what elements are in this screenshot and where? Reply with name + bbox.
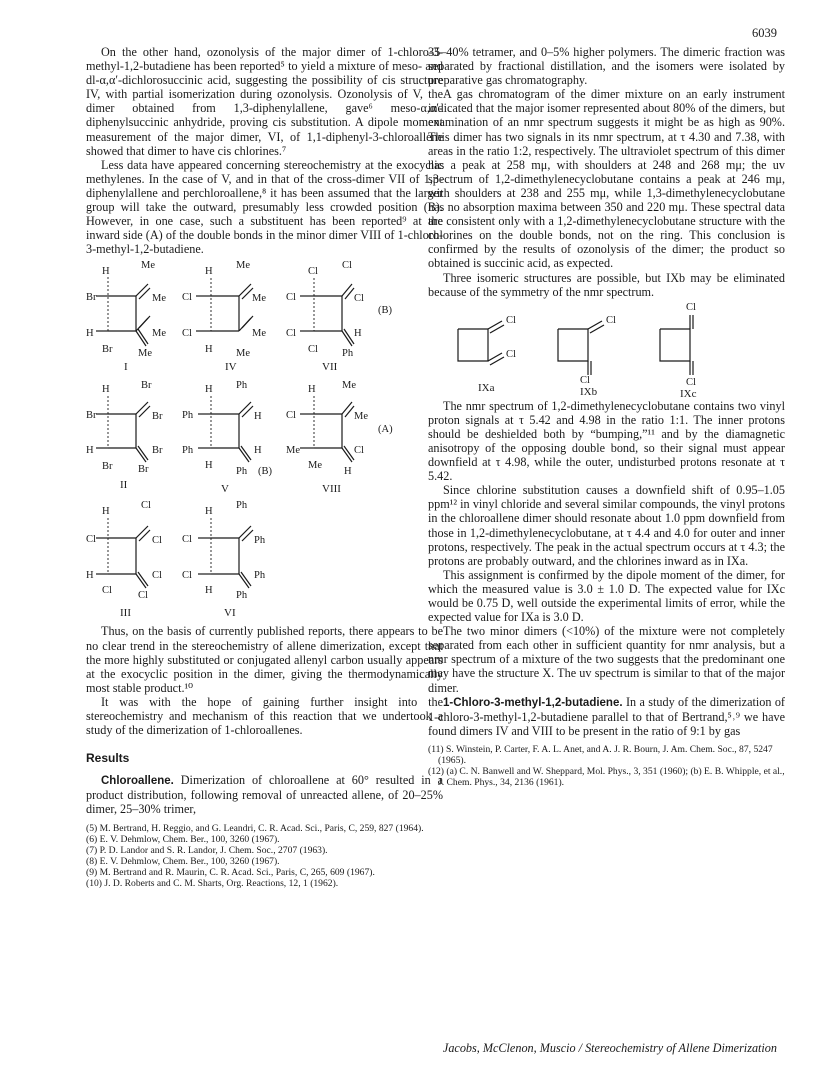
substituent: Ph — [254, 570, 266, 582]
substituent: H — [102, 384, 110, 396]
substituent: Cl — [182, 328, 192, 340]
substituent: Ph — [236, 500, 248, 512]
substituent: Br — [152, 445, 163, 457]
substituent: Cl — [86, 534, 96, 546]
substituent: H — [86, 328, 94, 340]
page-number: 6039 — [752, 26, 777, 40]
substituent: H — [205, 384, 213, 396]
structure-VIII — [286, 380, 368, 495]
substituent: H — [205, 585, 213, 597]
substituent: Cl — [308, 266, 318, 278]
isomer-figure — [428, 299, 785, 399]
runin-heading: 1-Chloro-3-methyl-1,2-butadiene. — [443, 696, 623, 709]
structure-II — [86, 380, 163, 491]
substituent: Ph — [182, 410, 194, 422]
substituent: Cl — [138, 590, 148, 602]
compound-label: V — [221, 483, 229, 496]
paragraph-text: In a study of the dimerization of 1-chloro-3-methyl-1,2-butadiene parallel to that of Bertrand,⁵˒⁹ we have found dimers IV and VIII to be present in the ratio of 9:1 by gas — [428, 694, 785, 738]
substituent: Me — [152, 293, 166, 305]
substituent: H — [86, 445, 94, 457]
reference: (7) P. D. Landor and S. R. Landor, J. Chem. Soc., 2707 (1963). — [86, 844, 328, 856]
paragraph: Since chlorine substitution causes a downfield shift of 0.95–1.05 ppm¹² in vinyl chloride and several similar compounds, the vinyl protons in the chloroallene dimer should resonate about 1.0 ppm downfield from those in 1,2-dimethylenecyclobutane, at τ 4.4 and 4.0 for outer and inner protons, respectively. The peak in the actual spectrum occurs at τ 4.3; the protons are probably outward, and the chlorines inward as in IXa. — [428, 483, 785, 568]
structure-IXa — [458, 315, 516, 394]
left-column — [86, 45, 443, 889]
substituent: Cl — [506, 314, 516, 326]
paragraph: The nmr spectrum of 1,2-dimethylenecyclobutane contains two vinyl proton signals at τ 5.42 and 4.98 in the ratio 1:1. The inner protons should be deshielded both by “bumping,”¹¹ and by the diamagnetic anisotropy of the opposing double bond, so their signal must appear downfield at τ 4.98, while the outer, undisturbed protons resonate at τ 5.42. — [428, 398, 785, 484]
paragraph: On the other hand, ozonolysis of the major dimer of 1-chloro-3-methyl-1,2-butadiene has been reported⁵ to yield a mixture of meso- and dl-α,α′-dichlorosuccinic acid, suggesting the possibility of cis structure IV, with partial isomerization during ozonolysis. Ozonolysis of V, the dimer obtained from 1,3-diphenylallene, gave⁶ meso-α,α′-diphenylsuccinic anhydride, proving cis substitution. A dipole moment measurement of the major dimer, VI, of 1,1-diphenyl-3-chloroallene showed that dimer to have cis chlorines.⁷ — [86, 45, 443, 158]
substituent: H — [254, 411, 262, 423]
compound-label: VII — [322, 361, 338, 374]
running-footer: Jacobs, McClenon, Muscio / Stereochemistry of Allene Dimerization — [442, 1041, 777, 1055]
substituent: H — [354, 328, 362, 340]
substituent: H — [102, 266, 110, 278]
substituent: Me — [286, 445, 300, 457]
compound-label: I — [124, 361, 128, 374]
compound-label: VIII — [322, 483, 341, 496]
substituent: Cl — [506, 348, 516, 360]
substituent: Ph — [236, 380, 248, 392]
substituent: Ph — [182, 445, 194, 457]
substituent: H — [205, 266, 213, 278]
footnotes-right — [428, 744, 785, 788]
paragraph-text: Dimerization of chloroallene at 60° resulted in a product distribution, following removal of unreacted allene, of 20–25% dimer, 25–30% trimer, — [86, 773, 443, 817]
paragraph: This assignment is confirmed by the dipole moment of the dimer, for which the measured value is 3.0 ± 1.0 D. The expected value for IXc would be 0.75 D, well outside the experimental limits of error, while the expected value for IXa is 3.0 D. — [428, 567, 785, 625]
reference: (11) S. Winstein, P. Carter, F. A. L. Anet, and A. J. R. Bourn, J. Am. Chem. Soc., 87, 5247 (1965). — [428, 743, 773, 766]
compound-label: IV — [225, 361, 237, 374]
structures-figure — [86, 256, 443, 624]
substituent: Me — [252, 293, 266, 305]
substituent: Cl — [102, 585, 112, 597]
substituent: Br — [86, 410, 97, 422]
substituent: Ph — [342, 348, 354, 360]
section-heading-results: Results — [86, 751, 130, 766]
substituent: Cl — [354, 445, 364, 457]
reference: (5) M. Bertrand, H. Reggio, and G. Leandri, C. R. Acad. Sci., Paris, C, 259, 827 (1964). — [86, 822, 424, 834]
compound-label: II — [120, 479, 128, 492]
configuration-tag: (B) — [258, 466, 272, 478]
substituent: Cl — [152, 570, 162, 582]
substituent: Br — [152, 411, 163, 423]
right-column — [428, 45, 785, 788]
reference: (8) E. V. Dehmlow, Chem. Ber., 100, 3260 (1967). — [86, 855, 280, 867]
substituent: Me — [236, 348, 250, 360]
substituent: Cl — [141, 500, 151, 512]
configuration-tag: (A) — [378, 424, 393, 436]
substituent: Br — [86, 292, 97, 304]
substituent: Cl — [152, 535, 162, 547]
substituent: Cl — [286, 292, 296, 304]
compound-label: VI — [224, 607, 236, 620]
substituent: Cl — [686, 376, 696, 388]
compound-label: IXa — [478, 381, 495, 394]
compound-label: III — [120, 607, 131, 620]
paragraph — [86, 773, 443, 816]
structure-IV — [182, 260, 266, 373]
substituent: H — [205, 344, 213, 356]
substituent: Cl — [308, 344, 318, 356]
paragraph: The two minor dimers (<10%) of the mixture were not completely separated from each other in sufficient quantity for nmr analysis, but a nmr spectrum of a mixture of the two suggests that the predominant one may have the structure X. The uv spectrum is similar to that of the major dimer. — [428, 624, 785, 695]
substituent: Cl — [342, 260, 352, 272]
paragraph — [428, 695, 785, 738]
configuration-tag: (B) — [378, 305, 392, 317]
substituent: Cl — [182, 570, 192, 582]
substituent: H — [344, 466, 352, 478]
footnotes-left — [86, 823, 443, 889]
substituent: Me — [141, 260, 155, 272]
substituent: Cl — [286, 410, 296, 422]
structure-I — [86, 260, 166, 373]
structure-VI — [182, 500, 266, 619]
substituent: Me — [342, 380, 356, 392]
structure-IXb — [558, 315, 616, 398]
paragraph: It was with the hope of gaining further insight into the stereochemistry and mechanism of this reaction that we undertook a study of the dimerization of 1-chloroallenes. — [86, 694, 443, 738]
structure-III — [86, 500, 162, 619]
substituent: Cl — [354, 293, 364, 305]
substituent: H — [205, 506, 213, 518]
paragraph: Thus, on the basis of currently published reports, there appears to be no clear trend in the stereochemistry of allene dimerization, except that the more highly substituted or conjugated allenyl carbon usually appears at the exocyclic position in the dimer, giving the thermodynamically most stable product.¹⁰ — [86, 624, 443, 695]
substituent: H — [86, 570, 94, 582]
substituent: H — [205, 460, 213, 472]
compound-label: IXb — [580, 385, 598, 398]
substituent: Cl — [580, 374, 590, 386]
substituent: Cl — [182, 534, 192, 546]
substituent: Ph — [236, 590, 248, 602]
reference: (6) E. V. Dehmlow, Chem. Ber., 100, 3260 (1967). — [86, 833, 280, 845]
paragraph: Less data have appeared concerning stereochemistry at the exocyclic methylenes. In the case of V, and in that of the cross-dimer VII of 1,3-diphenylallene and perchloroallene,⁸ it has been assumed that the larger group will take the outward, presumably less crowded position (B). However, in one case, such a substituent has been reported⁹ at the inward side (A) of the double bonds in the minor dimer VIII of 1-chloro-3-methyl-1,2-butadiene. — [86, 157, 443, 257]
substituent: H — [308, 384, 316, 396]
substituent: Me — [354, 411, 368, 423]
structure-V — [182, 380, 262, 495]
substituent: H — [102, 506, 110, 518]
substituent: Ph — [254, 535, 266, 547]
substituent: Me — [138, 348, 152, 360]
reference: (9) M. Bertrand and R. Maurin, C. R. Acad. Sci., Paris, C, 265, 609 (1967). — [86, 866, 375, 878]
structure-IXc — [660, 302, 697, 399]
substituent: Cl — [606, 314, 616, 326]
reference: (10) J. D. Roberts and C. M. Sharts, Org. Reactions, 12, 1 (1962). — [86, 877, 339, 889]
substituent: Me — [236, 260, 250, 272]
substituent: Cl — [686, 301, 696, 313]
paragraph: 35–40% tetramer, and 0–5% higher polymers. The dimeric fraction was separated by fractional distillation, and the isomers were isolated by preparative gas chromatography. — [428, 45, 785, 88]
substituent: Me — [308, 460, 322, 472]
substituent: Ph — [236, 466, 248, 478]
reference: (12) (a) C. N. Banwell and W. Sheppard, Mol. Phys., 3, 351 (1960); (b) E. B. Whipple, et al., J. Chem. Phys., 34, 2136 (1961). — [428, 765, 785, 788]
paragraph: A gas chromatogram of the dimer mixture on an early instrument indicated that the major isomer represented about 80% of the dimers, but examination of an nmr spectrum suggests it might be as high as 90%. This dimer has two signals in its nmr spectrum, at τ 4.30 and 7.38, with areas in the ratio 1:2, respectively. The ultraviolet spectrum of this dimer has a peak at 258 mμ, with shoulders at 248 and 268 mμ; the uv spectrum of 1,2-dimethylenecyclobutane contains a peak at 246 mμ, with shoulders at 238 and 255 mμ, while 1,3-dimethylenecyclobutane has no absorption maxima between 350 and 220 mμ. These spectral data are consistent only with a 1,2-dimethylenecyclobutane structure with the chlorines on the double bonds, not on the ring. This conclusion is confirmed by the results of ozonolysis of the dimer; the product so obtained is succinic acid, as expected. — [428, 87, 785, 271]
substituent: Me — [252, 328, 266, 340]
substituent: H — [254, 445, 262, 457]
substituent: Me — [152, 328, 166, 340]
substituent: Br — [141, 380, 152, 392]
substituent: Br — [102, 344, 113, 356]
substituent: Cl — [182, 292, 192, 304]
compound-label: IXc — [680, 387, 697, 399]
substituent: Cl — [286, 328, 296, 340]
paragraph: Three isomeric structures are possible, but IXb may be eliminated because of the symmetry of the nmr spectrum. — [428, 270, 785, 299]
structure-VII — [286, 260, 364, 373]
substituent: Br — [138, 464, 149, 476]
substituent: Br — [102, 461, 113, 473]
runin-heading: Chloroallene. — [101, 775, 174, 788]
